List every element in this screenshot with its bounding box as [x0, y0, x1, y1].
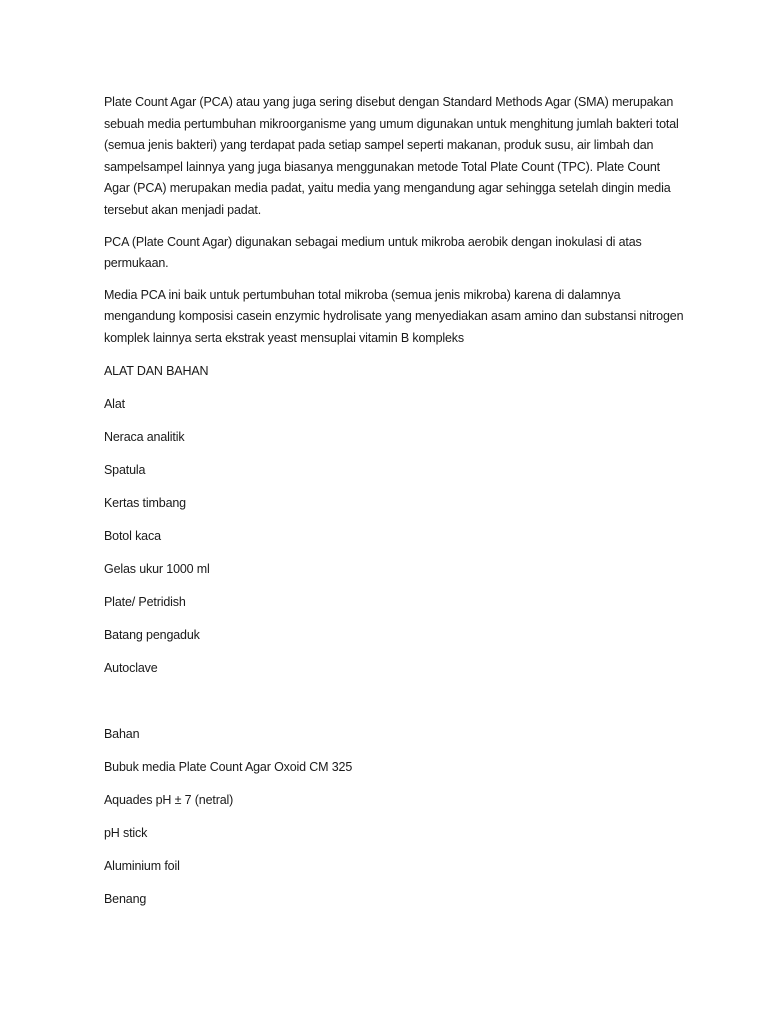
- alat-item: Spatula: [104, 462, 146, 477]
- document-body: [104, 92, 684, 924]
- alat-item: Batang pengaduk: [104, 627, 200, 642]
- bahan-item: Benang: [104, 891, 147, 906]
- bahan-item: pH stick: [104, 825, 148, 840]
- alat-item: Botol kaca: [104, 528, 161, 543]
- spacer: [104, 693, 684, 726]
- bahan-item: Bubuk media Plate Count Agar Oxoid CM 325: [104, 759, 353, 774]
- section-heading-alat-dan-bahan: ALAT DAN BAHAN: [104, 363, 209, 378]
- bahan-item: Aluminium foil: [104, 858, 180, 873]
- bahan-item: Aquades pH ± 7 (netral): [104, 792, 234, 807]
- alat-item: Gelas ukur 1000 ml: [104, 561, 210, 576]
- paragraph-pca-usage: PCA (Plate Count Agar) digunakan sebagai medium untuk mikroba aerobik dengan inokulasi di atas permukaan.: [104, 234, 642, 271]
- alat-item: Autoclave: [104, 660, 158, 675]
- paragraph-intro: Plate Count Agar (PCA) atau yang juga sering disebut dengan Standard Methods Agar (SMA) merupakan sebuah media pertumbuhan mikroorganisme yang umum digunakan untuk menghitung jumlah bakteri total (semua jenis bakteri) yang terdapat pada setiap sampel seperti makanan, produk susu, air limbah dan sampelsampel lainnya yang juga biasanya menggunakan metode Total Plate Count (TPC). Plate Count Agar (PCA) merupakan media padat, yaitu media yang mengandung agar sehingga setelah dingin media tersebut akan menjadi padat.: [104, 95, 679, 217]
- alat-item: Kertas timbang: [104, 495, 186, 510]
- alat-item: Neraca analitik: [104, 429, 185, 444]
- bahan-heading: Bahan: [104, 726, 140, 741]
- alat-heading: Alat: [104, 396, 125, 411]
- alat-item: Plate/ Petridish: [104, 594, 186, 609]
- paragraph-pca-composition: Media PCA ini baik untuk pertumbuhan total mikroba (semua jenis mikroba) karena di dalamnya mengandung komposisi casein enzymic hydrolisate yang menyediakan asam amino dan substansi nitrogen komplek lainnya serta ekstrak yeast mensuplai vitamin B kompleks: [104, 287, 684, 345]
